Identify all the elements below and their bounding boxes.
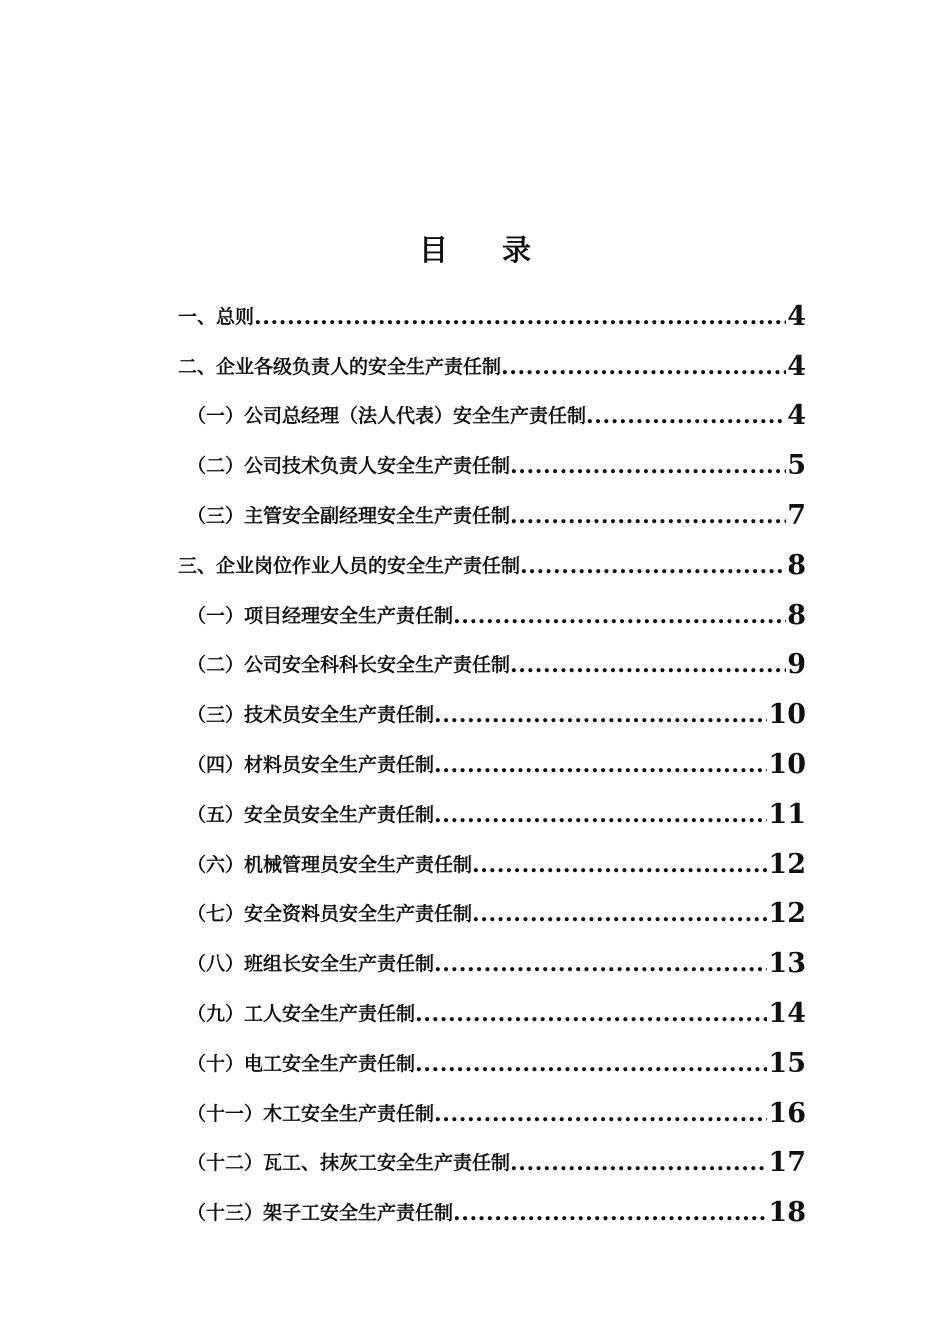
toc-page-number: 17 — [768, 1147, 806, 1179]
toc-page-number: 10 — [768, 748, 806, 780]
toc-page-number: 10 — [768, 699, 806, 731]
toc-entry-title: （四）材料员安全生产责任制 — [187, 753, 435, 776]
toc-page-number: 18 — [768, 1197, 806, 1229]
toc-entry[interactable] — [178, 1178, 806, 1228]
toc-page-number: 4 — [787, 300, 806, 332]
toc-dot-leader — [472, 899, 767, 929]
toc-page-number: 8 — [787, 599, 806, 631]
toc-dot-leader — [510, 1148, 767, 1178]
toc-page-number: 4 — [787, 400, 806, 432]
toc-entry-title: （三）技术员安全生产责任制 — [187, 704, 435, 727]
toc-page-number: 4 — [787, 350, 806, 382]
toc-dot-leader — [415, 999, 767, 1029]
toc-dot-leader — [434, 700, 767, 730]
toc-entry[interactable] — [178, 780, 806, 830]
toc-page-number: 13 — [768, 948, 806, 980]
toc-page-number: 14 — [768, 997, 806, 1029]
toc-page-number: 16 — [768, 1097, 806, 1129]
toc-entry[interactable] — [178, 282, 806, 332]
toc-entry[interactable] — [178, 382, 806, 432]
toc-page-number: 9 — [787, 649, 806, 681]
toc-page-number: 11 — [768, 798, 806, 830]
toc-dot-leader — [520, 551, 786, 581]
toc-entry-title: （十）电工安全生产责任制 — [187, 1052, 416, 1075]
toc-entry[interactable] — [178, 332, 806, 382]
toc-dot-leader — [510, 451, 786, 481]
toc-entry[interactable] — [178, 1079, 806, 1129]
toc-dot-leader — [472, 850, 767, 880]
toc-entry-title: （一）公司总经理（法人代表）安全生产责任制 — [187, 405, 587, 428]
toc-entry-title: （八）班组长安全生产责任制 — [187, 953, 435, 976]
toc-entry[interactable] — [178, 730, 806, 780]
toc-entry-title: （五）安全员安全生产责任制 — [187, 803, 435, 826]
toc-entry[interactable] — [178, 581, 806, 631]
toc-entry[interactable] — [178, 880, 806, 930]
toc-page-number: 15 — [768, 1047, 806, 1079]
toc-entry-title: （九）工人安全生产责任制 — [187, 1002, 416, 1025]
toc-entry[interactable] — [178, 481, 806, 531]
toc-entry-title: 三、企业岗位作业人员的安全生产责任制 — [178, 554, 521, 577]
toc-dot-leader — [510, 501, 786, 531]
toc-page-number: 12 — [768, 898, 806, 930]
toc-entry[interactable] — [178, 680, 806, 730]
toc-entry-title: （二）公司技术负责人安全生产责任制 — [187, 455, 511, 478]
toc-page-number: 5 — [787, 450, 806, 482]
toc-list — [178, 282, 806, 1228]
toc-dot-leader — [510, 650, 786, 680]
toc-entry-title: （十三）架子工安全生产责任制 — [187, 1202, 454, 1225]
toc-entry-title: （十二）瓦工、抹灰工安全生产责任制 — [187, 1152, 511, 1175]
toc-entry[interactable] — [178, 631, 806, 681]
toc-dot-leader — [434, 800, 767, 830]
toc-entry[interactable] — [178, 830, 806, 880]
toc-entry-title: （三）主管安全副经理安全生产责任制 — [187, 504, 511, 527]
toc-entry-title: 一、总则 — [178, 305, 255, 328]
toc-entry[interactable] — [178, 531, 806, 581]
toc-entry-title: （二）公司安全科科长安全生产责任制 — [187, 654, 511, 677]
toc-page-number: 12 — [768, 848, 806, 880]
toc-entry-title: （六）机械管理员安全生产责任制 — [187, 853, 473, 876]
toc-title: 目 录 — [418, 233, 554, 267]
toc-dot-leader — [501, 352, 786, 382]
toc-dot-leader — [415, 1049, 767, 1079]
toc-dot-leader — [453, 1198, 767, 1228]
toc-entry-title: （一）项目经理安全生产责任制 — [187, 604, 454, 627]
toc-dot-leader — [453, 601, 786, 631]
toc-entry[interactable] — [178, 929, 806, 979]
toc-entry[interactable] — [178, 979, 806, 1029]
toc-dot-leader — [434, 949, 767, 979]
toc-entry-title: （七）安全资料员安全生产责任制 — [187, 903, 473, 926]
toc-dot-leader — [434, 750, 767, 780]
toc-entry-title: 二、企业各级负责人的安全生产责任制 — [178, 355, 502, 378]
toc-dot-leader — [434, 1099, 767, 1129]
toc-page-number: 8 — [787, 549, 806, 581]
toc-page-number: 7 — [787, 499, 806, 531]
toc-entry[interactable] — [178, 1029, 806, 1079]
toc-entry[interactable] — [178, 1129, 806, 1179]
toc-dot-leader — [586, 401, 786, 431]
toc-entry-title: （十一）木工安全生产责任制 — [187, 1102, 435, 1125]
toc-entry[interactable] — [178, 431, 806, 481]
toc-dot-leader — [254, 302, 786, 332]
